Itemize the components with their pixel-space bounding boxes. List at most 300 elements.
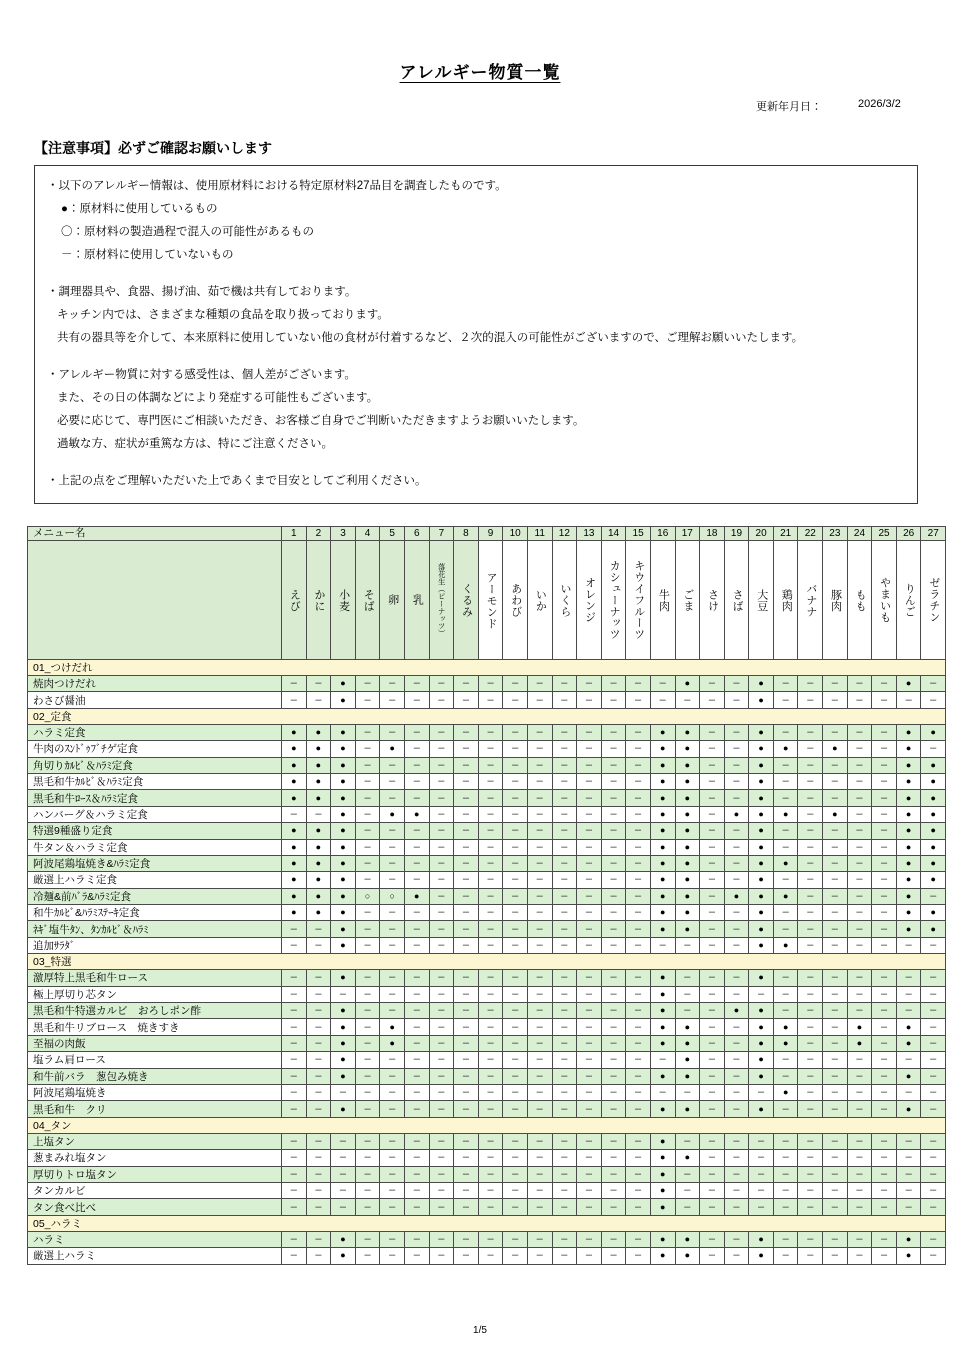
mark-contains-icon bbox=[307, 725, 331, 740]
mark-none-icon bbox=[405, 1102, 429, 1117]
allergen-cell-6 bbox=[404, 1182, 429, 1198]
mark-none-icon bbox=[479, 791, 503, 806]
allergen-cell-14 bbox=[601, 790, 626, 806]
mark-none-icon bbox=[602, 1052, 626, 1067]
allergen-cell-23 bbox=[823, 855, 848, 871]
allergen-cell-16 bbox=[650, 823, 675, 839]
allergen-cell-7 bbox=[429, 905, 454, 921]
mark-contains-icon bbox=[331, 807, 355, 822]
allergen-cell-21 bbox=[773, 1150, 798, 1166]
mark-none-icon bbox=[700, 1248, 724, 1263]
mark-none-icon bbox=[700, 1069, 724, 1084]
mark-contains-icon bbox=[921, 905, 945, 920]
mark-contains-icon bbox=[651, 1183, 675, 1198]
allergen-cell-3 bbox=[331, 806, 356, 822]
allergen-cell-6 bbox=[404, 773, 429, 789]
mark-none-icon bbox=[430, 938, 454, 953]
allergen-cell-18 bbox=[700, 1182, 725, 1198]
mark-none-icon bbox=[626, 1232, 650, 1247]
allergen-cell-8 bbox=[454, 1248, 479, 1264]
mark-none-icon bbox=[430, 807, 454, 822]
mark-none-icon bbox=[282, 1248, 306, 1263]
mark-contains-icon bbox=[331, 840, 355, 855]
mark-contains-icon bbox=[282, 856, 306, 871]
mark-none-icon bbox=[307, 1036, 331, 1051]
mark-none-icon bbox=[356, 970, 380, 985]
menu-item-name: 黒毛和牛ﾛｰｽ＆ﾊﾗﾐ定食 bbox=[28, 790, 282, 806]
mark-contains-icon bbox=[749, 922, 773, 937]
mark-none-icon bbox=[823, 1085, 847, 1100]
mark-none-icon bbox=[774, 1134, 798, 1149]
allergen-cell-20 bbox=[749, 1003, 774, 1019]
allergen-cell-22 bbox=[798, 741, 823, 757]
allergen-cell-5 bbox=[380, 1084, 405, 1100]
allergen-cell-6 bbox=[404, 1231, 429, 1247]
allergen-cell-3 bbox=[331, 970, 356, 986]
allergen-cell-25 bbox=[872, 1003, 897, 1019]
allergen-number-4: 4 bbox=[355, 527, 380, 541]
mark-none-icon bbox=[872, 774, 896, 789]
mark-none-icon bbox=[626, 922, 650, 937]
table-row bbox=[28, 872, 946, 888]
mark-none-icon bbox=[700, 725, 724, 740]
mark-none-icon bbox=[553, 1003, 577, 1018]
mark-none-icon bbox=[553, 856, 577, 871]
mark-contains-icon bbox=[380, 741, 404, 756]
allergen-cell-4 bbox=[355, 1003, 380, 1019]
mark-contains-icon bbox=[307, 758, 331, 773]
allergen-cell-5 bbox=[380, 1035, 405, 1051]
mark-none-icon bbox=[602, 987, 626, 1002]
allergen-cell-14 bbox=[601, 1003, 626, 1019]
mark-none-icon bbox=[405, 1052, 429, 1067]
allergen-cell-7 bbox=[429, 986, 454, 1002]
update-date-value: 2026/3/2 bbox=[858, 98, 901, 110]
allergen-cell-17 bbox=[675, 1133, 700, 1149]
allergen-cell-12 bbox=[552, 921, 577, 937]
mark-none-icon bbox=[503, 1232, 527, 1247]
allergen-header-24 bbox=[847, 541, 872, 660]
allergen-cell-3 bbox=[331, 1019, 356, 1035]
mark-none-icon bbox=[528, 1167, 552, 1182]
allergen-cell-16 bbox=[650, 855, 675, 871]
allergen-cell-24 bbox=[847, 1199, 872, 1215]
table-row bbox=[28, 676, 946, 692]
allergen-cell-6 bbox=[404, 790, 429, 806]
allergen-cell-7 bbox=[429, 872, 454, 888]
allergen-cell-7 bbox=[429, 937, 454, 953]
allergen-cell-3 bbox=[331, 676, 356, 692]
allergen-cell-24 bbox=[847, 1084, 872, 1100]
mark-none-icon bbox=[921, 1232, 945, 1247]
allergen-cell-4 bbox=[355, 937, 380, 953]
menu-item-name: 葱まみれ塩タン bbox=[28, 1150, 282, 1166]
mark-none-icon bbox=[405, 938, 429, 953]
allergen-header-2 bbox=[306, 541, 331, 660]
mark-none-icon bbox=[528, 807, 552, 822]
mark-none-icon bbox=[798, 1102, 822, 1117]
allergen-cell-20 bbox=[749, 970, 774, 986]
allergen-cell-11 bbox=[527, 1182, 552, 1198]
allergen-cell-17 bbox=[675, 839, 700, 855]
allergen-cell-20 bbox=[749, 757, 774, 773]
mark-none-icon bbox=[356, 1150, 380, 1165]
mark-none-icon bbox=[823, 791, 847, 806]
allergen-number-3: 3 bbox=[331, 527, 356, 541]
allergen-cell-16 bbox=[650, 806, 675, 822]
allergen-cell-19 bbox=[724, 839, 749, 855]
allergen-cell-3 bbox=[331, 921, 356, 937]
allergen-cell-25 bbox=[872, 839, 897, 855]
allergen-cell-2 bbox=[306, 839, 331, 855]
mark-none-icon bbox=[626, 970, 650, 985]
mark-none-icon bbox=[798, 905, 822, 920]
allergen-cell-13 bbox=[577, 872, 602, 888]
table-row bbox=[28, 1084, 946, 1100]
mark-none-icon bbox=[626, 823, 650, 838]
allergen-cell-13 bbox=[577, 724, 602, 740]
mark-none-icon bbox=[430, 774, 454, 789]
allergen-cell-12 bbox=[552, 839, 577, 855]
mark-none-icon bbox=[700, 823, 724, 838]
mark-none-icon bbox=[872, 987, 896, 1002]
mark-none-icon bbox=[823, 1134, 847, 1149]
allergen-cell-10 bbox=[503, 724, 528, 740]
mark-contains-icon bbox=[405, 889, 429, 904]
allergen-cell-6 bbox=[404, 741, 429, 757]
allergen-cell-7 bbox=[429, 1019, 454, 1035]
mark-none-icon bbox=[528, 987, 552, 1002]
mark-none-icon bbox=[380, 987, 404, 1002]
mark-none-icon bbox=[798, 1183, 822, 1198]
allergen-cell-26 bbox=[896, 855, 921, 871]
allergen-cell-17 bbox=[675, 823, 700, 839]
mark-none-icon bbox=[798, 856, 822, 871]
mark-none-icon bbox=[700, 807, 724, 822]
allergen-cell-12 bbox=[552, 1150, 577, 1166]
allergen-cell-19 bbox=[724, 1199, 749, 1215]
mark-none-icon bbox=[553, 741, 577, 756]
mark-none-icon bbox=[872, 1232, 896, 1247]
allergen-header-14 bbox=[601, 541, 626, 660]
allergen-cell-18 bbox=[700, 1150, 725, 1166]
allergen-label: バナナ bbox=[804, 582, 817, 618]
mark-none-icon bbox=[602, 905, 626, 920]
mark-none-icon bbox=[798, 1232, 822, 1247]
allergen-cell-10 bbox=[503, 1003, 528, 1019]
allergen-cell-25 bbox=[872, 741, 897, 757]
mark-none-icon bbox=[774, 791, 798, 806]
mark-none-icon bbox=[282, 1036, 306, 1051]
mark-contains-icon bbox=[282, 905, 306, 920]
mark-none-icon bbox=[430, 872, 454, 887]
mark-none-icon bbox=[380, 1183, 404, 1198]
allergen-cell-3 bbox=[331, 1035, 356, 1051]
allergen-cell-15 bbox=[626, 1166, 651, 1182]
mark-none-icon bbox=[626, 774, 650, 789]
allergen-cell-21 bbox=[773, 1182, 798, 1198]
allergen-cell-10 bbox=[503, 905, 528, 921]
allergen-cell-23 bbox=[823, 921, 848, 937]
mark-none-icon bbox=[626, 905, 650, 920]
allergen-header-22 bbox=[798, 541, 823, 660]
allergen-cell-11 bbox=[527, 905, 552, 921]
mark-contains-icon bbox=[725, 1003, 749, 1018]
allergen-cell-25 bbox=[872, 806, 897, 822]
mark-none-icon bbox=[528, 905, 552, 920]
mark-contains-icon bbox=[749, 791, 773, 806]
allergen-cell-13 bbox=[577, 970, 602, 986]
mark-contains-icon bbox=[651, 725, 675, 740]
allergen-cell-13 bbox=[577, 1248, 602, 1264]
mark-none-icon bbox=[405, 905, 429, 920]
allergen-cell-7 bbox=[429, 888, 454, 904]
allergen-cell-16 bbox=[650, 839, 675, 855]
mark-none-icon bbox=[602, 1036, 626, 1051]
mark-contains-icon bbox=[848, 1020, 872, 1035]
allergen-cell-1 bbox=[282, 1150, 307, 1166]
mark-none-icon bbox=[848, 1200, 872, 1215]
allergen-cell-6 bbox=[404, 1101, 429, 1117]
allergen-cell-21 bbox=[773, 773, 798, 789]
mark-none-icon bbox=[872, 1183, 896, 1198]
mark-none-icon bbox=[405, 1134, 429, 1149]
allergen-cell-6 bbox=[404, 872, 429, 888]
allergen-cell-15 bbox=[626, 888, 651, 904]
mark-none-icon bbox=[676, 1200, 700, 1215]
allergen-cell-22 bbox=[798, 970, 823, 986]
mark-none-icon bbox=[602, 1020, 626, 1035]
allergen-cell-23 bbox=[823, 937, 848, 953]
mark-none-icon bbox=[553, 1085, 577, 1100]
allergen-cell-11 bbox=[527, 1052, 552, 1068]
mark-none-icon bbox=[651, 938, 675, 953]
section-header-row bbox=[28, 708, 946, 724]
allergen-cell-9 bbox=[478, 970, 503, 986]
mark-none-icon bbox=[798, 693, 822, 708]
allergen-cell-12 bbox=[552, 1084, 577, 1100]
mark-none-icon bbox=[848, 1167, 872, 1182]
mark-none-icon bbox=[307, 938, 331, 953]
mark-none-icon bbox=[405, 1183, 429, 1198]
allergen-cell-27 bbox=[921, 790, 946, 806]
allergen-cell-3 bbox=[331, 692, 356, 708]
mark-none-icon bbox=[749, 1150, 773, 1165]
allergen-cell-6 bbox=[404, 855, 429, 871]
allergen-cell-24 bbox=[847, 855, 872, 871]
allergen-cell-8 bbox=[454, 1068, 479, 1084]
mark-none-icon bbox=[454, 1003, 478, 1018]
mark-contains-icon bbox=[331, 1052, 355, 1067]
allergen-cell-27 bbox=[921, 1003, 946, 1019]
allergen-cell-2 bbox=[306, 773, 331, 789]
allergen-cell-27 bbox=[921, 806, 946, 822]
mark-contains-icon bbox=[897, 725, 921, 740]
mark-none-icon bbox=[921, 889, 945, 904]
allergen-cell-8 bbox=[454, 1166, 479, 1182]
mark-none-icon bbox=[823, 1069, 847, 1084]
allergen-cell-26 bbox=[896, 1052, 921, 1068]
menu-item-name: ハラミ bbox=[28, 1231, 282, 1247]
allergen-cell-17 bbox=[675, 790, 700, 806]
allergen-cell-21 bbox=[773, 905, 798, 921]
notice-box bbox=[34, 165, 918, 504]
mark-none-icon bbox=[848, 1134, 872, 1149]
allergen-cell-14 bbox=[601, 855, 626, 871]
allergen-cell-25 bbox=[872, 1199, 897, 1215]
mark-none-icon bbox=[577, 758, 601, 773]
allergen-label: カシューナッツ bbox=[608, 560, 621, 640]
mark-none-icon bbox=[430, 856, 454, 871]
allergen-cell-26 bbox=[896, 970, 921, 986]
mark-none-icon bbox=[454, 774, 478, 789]
allergen-cell-12 bbox=[552, 773, 577, 789]
allergen-cell-22 bbox=[798, 888, 823, 904]
allergen-cell-16 bbox=[650, 905, 675, 921]
allergen-cell-15 bbox=[626, 1133, 651, 1149]
allergen-cell-11 bbox=[527, 839, 552, 855]
allergen-cell-1 bbox=[282, 1231, 307, 1247]
mark-contains-icon bbox=[651, 1200, 675, 1215]
mark-none-icon bbox=[577, 922, 601, 937]
mark-contains-icon bbox=[651, 1167, 675, 1182]
mark-none-icon bbox=[848, 889, 872, 904]
allergen-cell-13 bbox=[577, 921, 602, 937]
mark-contains-icon bbox=[282, 725, 306, 740]
allergen-cell-18 bbox=[700, 1199, 725, 1215]
allergen-cell-24 bbox=[847, 790, 872, 806]
mark-none-icon bbox=[897, 693, 921, 708]
allergen-cell-11 bbox=[527, 872, 552, 888]
mark-none-icon bbox=[430, 741, 454, 756]
mark-none-icon bbox=[503, 725, 527, 740]
mark-contains-icon bbox=[331, 1036, 355, 1051]
table-row bbox=[28, 724, 946, 740]
allergen-cell-12 bbox=[552, 986, 577, 1002]
menu-item-name: 牛肉のｽﾝﾄﾞｩﾌﾞﾁゲ定食 bbox=[28, 741, 282, 757]
mark-none-icon bbox=[430, 1183, 454, 1198]
allergen-cell-25 bbox=[872, 790, 897, 806]
allergen-label: そば bbox=[362, 588, 375, 612]
allergen-cell-26 bbox=[896, 773, 921, 789]
allergen-cell-1 bbox=[282, 823, 307, 839]
allergen-cell-20 bbox=[749, 1101, 774, 1117]
allergen-cell-27 bbox=[921, 905, 946, 921]
mark-none-icon bbox=[430, 840, 454, 855]
allergen-cell-10 bbox=[503, 1035, 528, 1051]
allergen-cell-21 bbox=[773, 839, 798, 855]
allergen-cell-13 bbox=[577, 1035, 602, 1051]
menu-item-name: 黒毛和牛 クリ bbox=[28, 1101, 282, 1117]
notice-heading: 【注意事項】必ずご確認お願いします bbox=[34, 140, 272, 156]
allergen-cell-13 bbox=[577, 986, 602, 1002]
mark-none-icon bbox=[577, 1036, 601, 1051]
mark-none-icon bbox=[823, 693, 847, 708]
allergen-cell-5 bbox=[380, 1068, 405, 1084]
allergen-cell-21 bbox=[773, 790, 798, 806]
mark-contains-icon bbox=[676, 1248, 700, 1263]
allergen-cell-10 bbox=[503, 1248, 528, 1264]
mark-none-icon bbox=[380, 1085, 404, 1100]
mark-none-icon bbox=[725, 1020, 749, 1035]
allergen-cell-22 bbox=[798, 1003, 823, 1019]
mark-none-icon bbox=[700, 1232, 724, 1247]
allergen-cell-9 bbox=[478, 757, 503, 773]
mark-none-icon bbox=[503, 823, 527, 838]
mark-contains-icon bbox=[676, 741, 700, 756]
mark-none-icon bbox=[528, 922, 552, 937]
allergen-cell-1 bbox=[282, 1133, 307, 1149]
allergen-cell-9 bbox=[478, 1199, 503, 1215]
allergen-cell-9 bbox=[478, 1133, 503, 1149]
allergen-cell-25 bbox=[872, 970, 897, 986]
mark-none-icon bbox=[282, 987, 306, 1002]
allergen-cell-14 bbox=[601, 1101, 626, 1117]
allergen-cell-4 bbox=[355, 823, 380, 839]
allergen-cell-22 bbox=[798, 757, 823, 773]
mark-none-icon bbox=[528, 1036, 552, 1051]
allergen-cell-7 bbox=[429, 839, 454, 855]
allergen-cell-12 bbox=[552, 905, 577, 921]
mark-none-icon bbox=[848, 1232, 872, 1247]
mark-none-icon bbox=[626, 725, 650, 740]
mark-none-icon bbox=[282, 1085, 306, 1100]
mark-contains-icon bbox=[282, 758, 306, 773]
mark-none-icon bbox=[430, 1069, 454, 1084]
allergen-header-10 bbox=[503, 541, 528, 660]
mark-none-icon bbox=[282, 676, 306, 691]
section-title: 05_ハラミ bbox=[28, 1215, 946, 1231]
mark-none-icon bbox=[405, 1167, 429, 1182]
mark-none-icon bbox=[897, 1150, 921, 1165]
mark-none-icon bbox=[553, 1248, 577, 1263]
mark-none-icon bbox=[798, 1036, 822, 1051]
mark-none-icon bbox=[921, 1248, 945, 1263]
allergen-cell-17 bbox=[675, 905, 700, 921]
allergen-cell-2 bbox=[306, 1166, 331, 1182]
allergen-cell-4 bbox=[355, 1019, 380, 1035]
mark-none-icon bbox=[774, 758, 798, 773]
allergen-cell-19 bbox=[724, 970, 749, 986]
notice-line: ・アレルギー物質に対する感受性は、個人差がございます。 bbox=[47, 369, 356, 381]
mark-none-icon bbox=[749, 1167, 773, 1182]
mark-none-icon bbox=[872, 693, 896, 708]
table-row bbox=[28, 741, 946, 757]
mark-none-icon bbox=[454, 889, 478, 904]
allergen-cell-14 bbox=[601, 1199, 626, 1215]
allergen-cell-25 bbox=[872, 855, 897, 871]
mark-none-icon bbox=[725, 938, 749, 953]
allergen-cell-23 bbox=[823, 1248, 848, 1264]
allergen-cell-2 bbox=[306, 888, 331, 904]
allergen-cell-3 bbox=[331, 872, 356, 888]
allergen-cell-2 bbox=[306, 1035, 331, 1051]
allergen-cell-24 bbox=[847, 1052, 872, 1068]
mark-none-icon bbox=[528, 938, 552, 953]
mark-none-icon bbox=[700, 791, 724, 806]
allergen-cell-20 bbox=[749, 937, 774, 953]
mark-may-contain-icon bbox=[356, 889, 380, 904]
allergen-cell-12 bbox=[552, 1019, 577, 1035]
allergen-cell-2 bbox=[306, 1199, 331, 1215]
allergen-cell-18 bbox=[700, 1101, 725, 1117]
mark-none-icon bbox=[553, 676, 577, 691]
allergen-cell-26 bbox=[896, 1150, 921, 1166]
mark-none-icon bbox=[454, 676, 478, 691]
mark-none-icon bbox=[626, 1085, 650, 1100]
allergen-cell-8 bbox=[454, 806, 479, 822]
mark-contains-icon bbox=[651, 905, 675, 920]
